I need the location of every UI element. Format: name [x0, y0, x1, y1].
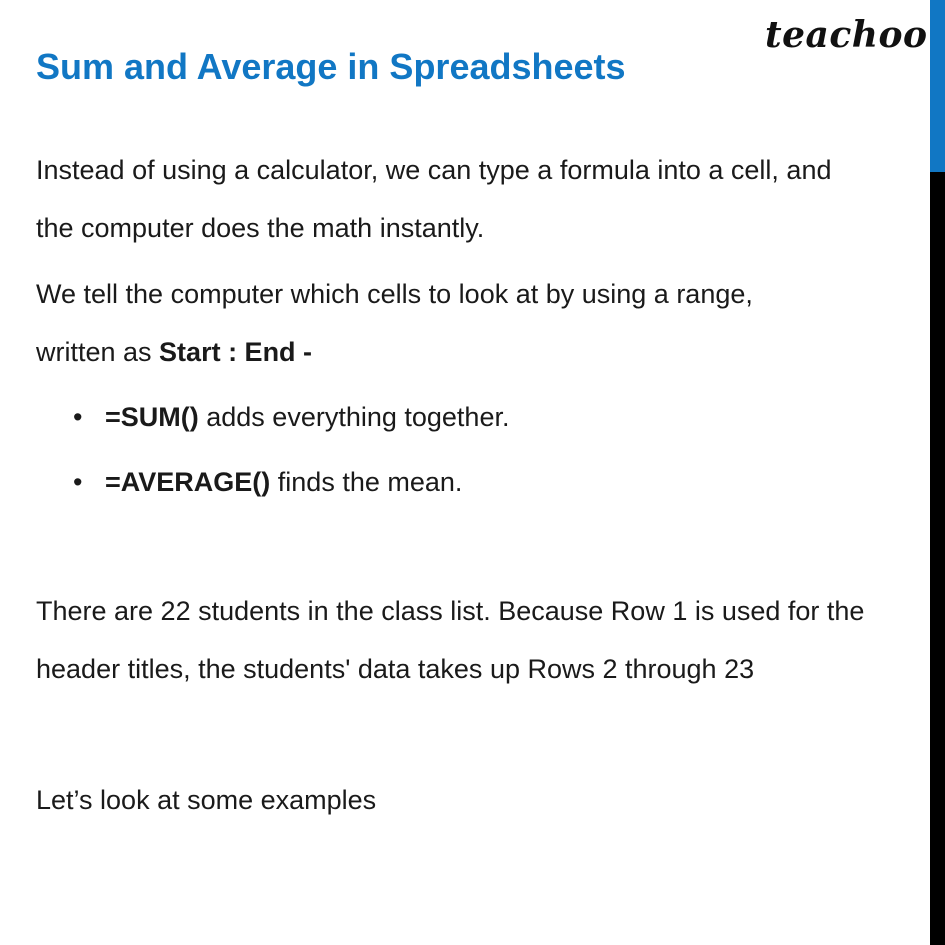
teachoo-logo: teachoo: [765, 14, 928, 56]
list-item-average: [36, 453, 509, 518]
paragraph-class-list: [36, 582, 916, 698]
paragraph-line: We tell the computer which cells to look at by using a range,: [36, 279, 753, 309]
paragraph-line: There are 22 students in the class list. Because Row 1 is used for the: [36, 596, 865, 626]
paragraph-formula-intro: [36, 141, 916, 257]
function-name-sum: =SUM(): [105, 402, 199, 432]
paragraph-line: header titles, the students' data takes up Rows 2 through 23: [36, 654, 755, 684]
function-description: finds the mean.: [270, 467, 463, 497]
bullet-icon: •: [73, 402, 83, 432]
slide-title: Sum and Average in Spreadsheets: [36, 46, 626, 87]
paragraph-range-intro: [36, 265, 916, 381]
paragraph-text: written as: [36, 337, 160, 367]
function-name-average: =AVERAGE(): [105, 467, 271, 497]
right-side-bar: [930, 0, 945, 945]
paragraph-line: Instead of using a calculator, we can type a formula into a cell, and: [36, 155, 832, 185]
paragraph-line: the computer does the math instantly.: [36, 213, 485, 243]
function-list: [36, 388, 509, 518]
list-item-sum: [36, 388, 509, 453]
paragraph-examples: Let’s look at some examples: [36, 785, 377, 815]
bullet-icon: •: [73, 467, 83, 497]
range-syntax: Start : End -: [159, 337, 313, 367]
function-description: adds everything together.: [198, 402, 510, 432]
side-bar-accent: [930, 0, 945, 172]
paragraph-line: [36, 323, 916, 381]
